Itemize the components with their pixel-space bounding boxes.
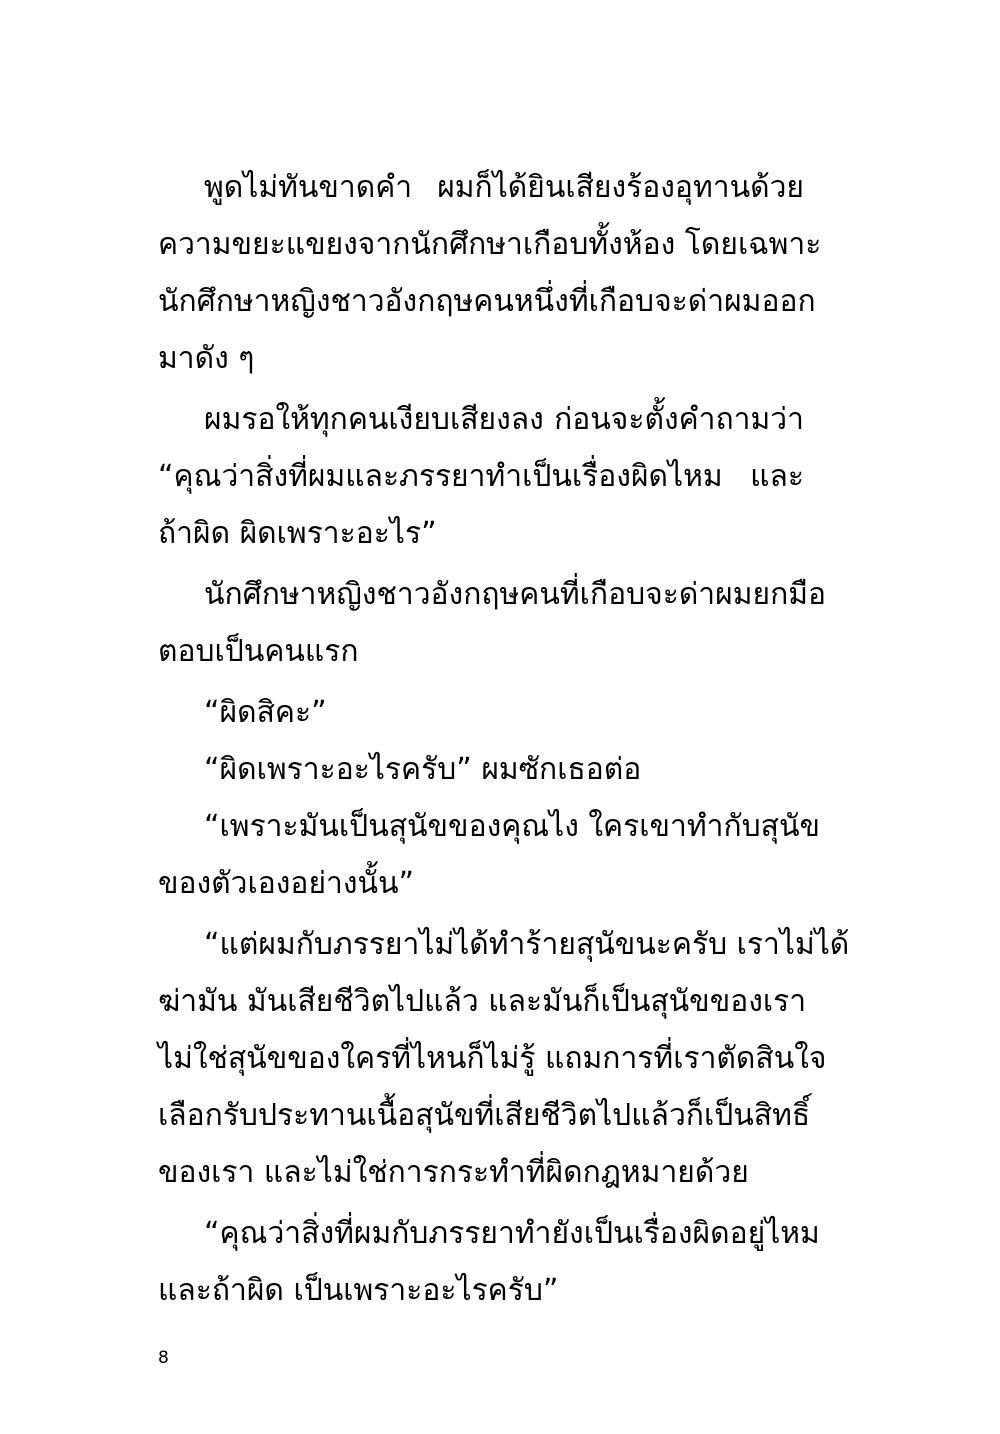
text-line: มาดัง ๆ	[158, 341, 255, 376]
text-line: ของตัวเองอย่างนั้น”	[158, 866, 415, 901]
text-line: เลือกรับประทานเนื้อสุนัขที่เสียชีวิตไปแล้วก็เป็นสิทธิ์	[158, 1098, 811, 1133]
text-line: “ผิดสิคะ”	[204, 695, 327, 730]
text-line: “คุณว่าสิ่งที่ผมกับภรรยาทำยังเป็นเรื่องผิดอยู่ไหม	[204, 1216, 820, 1251]
text-line: และถ้าผิด เป็นเพราะอะไรครับ”	[158, 1273, 559, 1308]
text-line: นักศึกษาหญิงชาวอังกฤษคนหนึ่งที่เกือบจะด่าผมออก	[158, 284, 816, 319]
text-line: ตอบเป็นคนแรก	[158, 634, 359, 669]
text-line: ผมรอให้ทุกคนเงียบเสียงลง ก่อนจะตั้งคำถามว่า	[204, 402, 804, 437]
text-line: ไม่ใช่สุนัขของใครที่ไหนก็ไม่รู้ แถมการที่เราตัดสินใจ	[158, 1041, 827, 1076]
text-line: “แต่ผมกับภรรยาไม่ได้ทำร้ายสุนัขนะครับ เราไม่ได้	[204, 927, 850, 962]
text-line: ถ้าผิด ผิดเพราะอะไร”	[158, 516, 437, 551]
text-line: นักศึกษาหญิงชาวอังกฤษคนที่เกือบจะด่าผมยกมือ	[204, 577, 827, 612]
page-number: 8	[158, 1348, 169, 1368]
text-line: ความขยะแขยงจากนักศึกษาเกือบทั้งห้อง โดยเฉพาะ	[158, 227, 822, 262]
text-line: “เพราะมันเป็นสุนัขของคุณไง ใครเขาทำกับสุนัข	[204, 809, 820, 844]
text-line: ของเรา และไม่ใช่การกระทำที่ผิดกฎหมายด้วย	[158, 1155, 749, 1190]
text-line: ฆ่ามัน มันเสียชีวิตไปแล้ว และมันก็เป็นสุนัขของเรา	[158, 984, 807, 1019]
text-line: “คุณว่าสิ่งที่ผมและภรรยาทำเป็นเรื่องผิดไหม และ	[158, 459, 804, 494]
text-line: “ผิดเพราะอะไรครับ” ผมซักเธอต่อ	[204, 752, 642, 787]
text-line: พูดไม่ทันขาดคำ ผมก็ได้ยินเสียงร้องอุทานด้วย	[204, 170, 804, 205]
